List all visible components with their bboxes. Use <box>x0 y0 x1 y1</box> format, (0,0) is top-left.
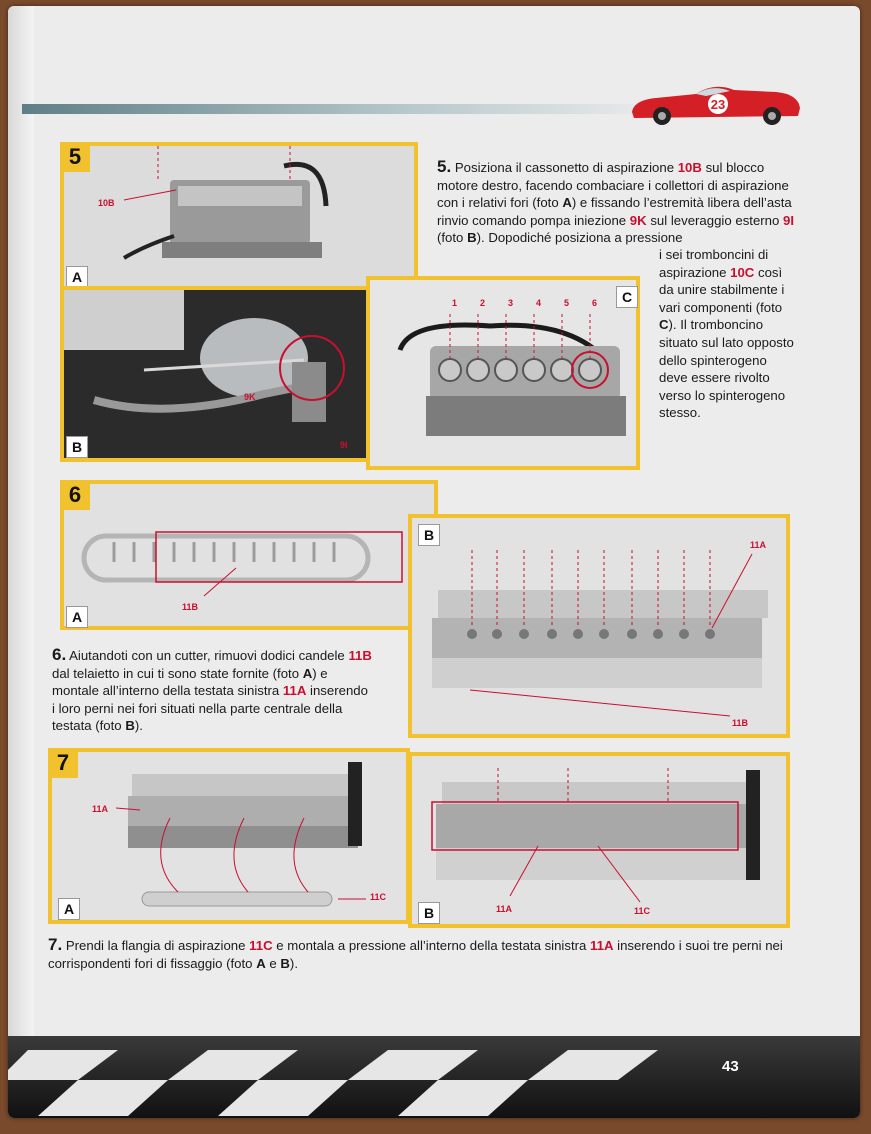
step5-lead: 5. <box>437 157 452 176</box>
step6-text: 6. Aiutandoti con un cutter, rimuovi dodici candele 11B dal telaietto in cui ti sono state fornite (foto A) e montale all’interno della testata sinistra 11A inserendo i loro perni nei fori situati nella parte centrale della testata (foto B). <box>52 645 372 734</box>
cylinder-label-3: 3 <box>508 298 514 308</box>
label-9i: 9I <box>340 440 348 450</box>
cylinder-label-5: 5 <box>564 298 570 308</box>
throttle-linkage-image <box>64 290 366 458</box>
label-11c: 11C <box>370 892 387 902</box>
car-number: 23 <box>710 97 726 112</box>
photo-tag-b: B <box>66 436 88 458</box>
spark-plug-sprue-image <box>64 484 434 626</box>
cylinder-label-2: 2 <box>480 298 486 308</box>
photo-tag-b: B <box>418 902 440 924</box>
photo-tag-a: A <box>58 898 80 920</box>
intake-flange-image <box>52 752 406 920</box>
step5-text-cont: i sei tromboncini di aspirazione 10C così da unire stabilmente i vari componenti (foto C). Il tromboncino situato sul lato opposto dello spinterogeno deve essere rivolto verso lo spinterogeno stesso. <box>659 247 794 421</box>
checkered-floor <box>8 1036 860 1118</box>
cylinder-label-4: 4 <box>536 298 542 308</box>
step5-photo-b <box>60 286 370 462</box>
label-10b: 10B <box>98 198 115 208</box>
step5-number: 5 <box>60 142 90 172</box>
photo-tag-c: C <box>616 286 638 308</box>
cylinder-label-6: 6 <box>592 298 598 308</box>
step6-number: 6 <box>60 480 90 510</box>
step7-text: 7. Prendi la flangia di aspirazione 11C e montala a pressione all’interno della testata sinistra 11A inserendo i suoi tre perni nei corrispondenti fori di fissaggio (foto A e B). <box>48 935 783 971</box>
step6-photo-b <box>408 514 790 738</box>
page-spine <box>8 6 34 1118</box>
step6-photo-a <box>60 480 438 630</box>
step7-photo-a <box>48 748 410 924</box>
step7-number: 7 <box>48 748 78 778</box>
label-9k: 9K <box>244 392 256 402</box>
step7-lead: 7. <box>48 935 63 954</box>
step5-photo-c <box>366 276 640 470</box>
step5-photo-a <box>60 142 418 296</box>
label-11b: 11B <box>182 602 199 612</box>
race-car-illustration <box>626 78 804 130</box>
step6-lead: 6. <box>52 645 67 664</box>
page-number: 43 <box>722 1058 739 1075</box>
label-11b: 11B <box>732 718 749 728</box>
label-11c: 11C <box>634 906 651 916</box>
step5-text: 5. Posiziona il cassonetto di aspirazione 10B sul blocco motore destro, facendo combaciare i collettori di aspirazione con i relativi fori (foto A) e fissando l’estremità libera dell’asta rinvio comando pompa iniezione 9K sul leveraggio esterno 9I (foto B). Dopodiché posiziona a pressione <box>437 157 795 246</box>
step7-photo-b <box>408 752 790 928</box>
cylinder-label-1: 1 <box>452 298 458 308</box>
photo-tag-b: B <box>418 524 440 546</box>
flange-installed-image <box>412 756 786 924</box>
header-band <box>22 104 662 114</box>
photo-tag-a: A <box>66 606 88 628</box>
cam-cover-assembly-image <box>64 146 414 292</box>
label-11a: 11A <box>750 540 767 550</box>
cylinder-head-plugs-image <box>412 518 786 734</box>
manual-page <box>8 6 860 1118</box>
label-11a: 11A <box>92 804 109 814</box>
photo-tag-a: A <box>66 266 88 288</box>
label-11a: 11A <box>496 904 513 914</box>
